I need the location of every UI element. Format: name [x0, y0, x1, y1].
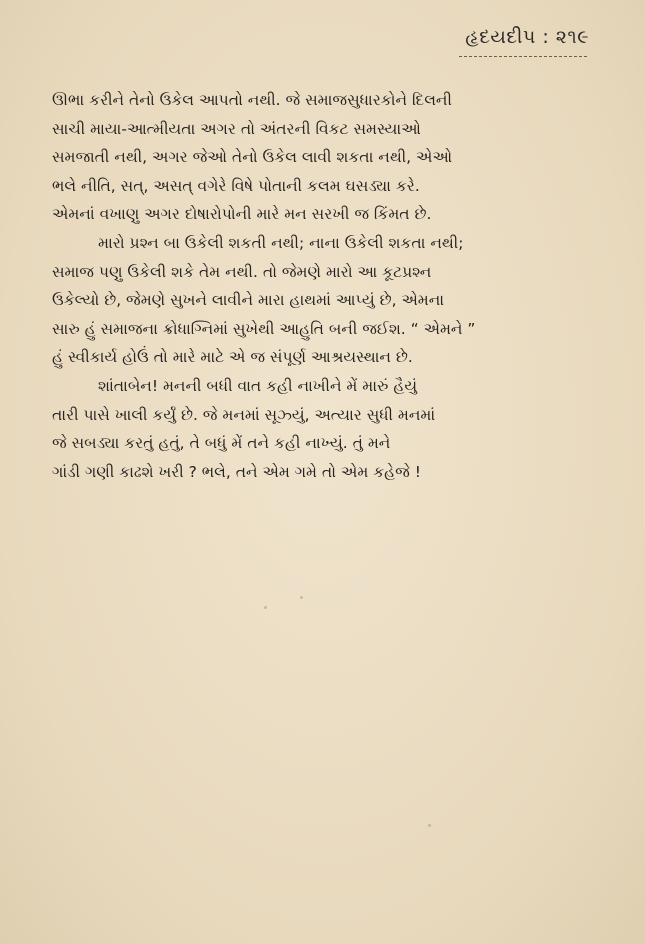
text-line: શાંતાબેન! મનની બધી વાત કહી નાખીને મેં મારું હૈયું — [98, 376, 418, 395]
paper-speck — [264, 606, 267, 609]
paragraph-1 — [52, 86, 612, 229]
text-line: હું સ્વીકાર્ય હોઉં તો મારે માટે એ જ સંપૂર્ણ આશ્રયસ્થાન છે. — [52, 348, 413, 367]
paper-speck — [428, 824, 431, 827]
text-line: ગાંડી ગણી કાઢશે ખરી ? ભલે, તને એમ ગમે તો એમ કહેજે ! — [52, 462, 421, 481]
text-line: સાચી માયા-આત્મીયતા અગર તો અંતરની વિકટ સમસ્યાઓ — [52, 119, 421, 138]
text-line: જે સબડ્યા કરતું હતું, તે બધું મેં તને કહી નાખ્યું. તું મને — [52, 434, 391, 453]
paragraph-3 — [52, 372, 612, 486]
text-line: ઊભા કરીને તેનો ઉકેલ આપતો નથી. જે સમાજસુધારકોને દિલની — [52, 91, 452, 109]
header-underline — [459, 56, 587, 57]
text-line: એમનાં વખાણુ અગર દોષારોપોની મારે મન સરખી જ કિંમત છે. — [52, 205, 432, 224]
text-line: સમજાતી નથી, અગર જેઓ તેનો ઉકેલ લાવી શકતા નથી, એઓ — [52, 148, 453, 167]
text-line: ઉકેલ્યો છે, જેમણે સુખને લાવીને મારા હાથમાં આપ્યું છે, એમના — [52, 291, 445, 310]
text-line: તારી પાસે ખાલી કર્યું છે. જે મનમાં સૂઝ્યું, અત્યાર સુધી મનમાં — [52, 405, 436, 424]
text-line: સારુ હું સમાજના ક્રોધાગ્નિમાં સુખેથી આહુતિ બની જઈશ. “ એમને ” — [52, 319, 476, 338]
paper-speck — [300, 596, 303, 599]
page-body — [52, 86, 612, 486]
text-line: મારો પ્રશ્ન બા ઉકેલી શકતી નથી; નાના ઉકેલી શકતા નથી; — [98, 233, 464, 252]
running-header: હૃદયદીપ : ૨૧૯ — [465, 26, 589, 48]
text-line: સમાજ પણુ ઉકેલી શકે તેમ નથી. તો જેમણે મારો આ કૂટપ્રશ્ન — [52, 262, 432, 281]
paragraph-2 — [52, 229, 612, 372]
text-line: ભલે નીતિ, સત્, અસત્ વગેરે વિષે પોતાની કલમ ઘસડ્યા કરે. — [52, 176, 420, 195]
